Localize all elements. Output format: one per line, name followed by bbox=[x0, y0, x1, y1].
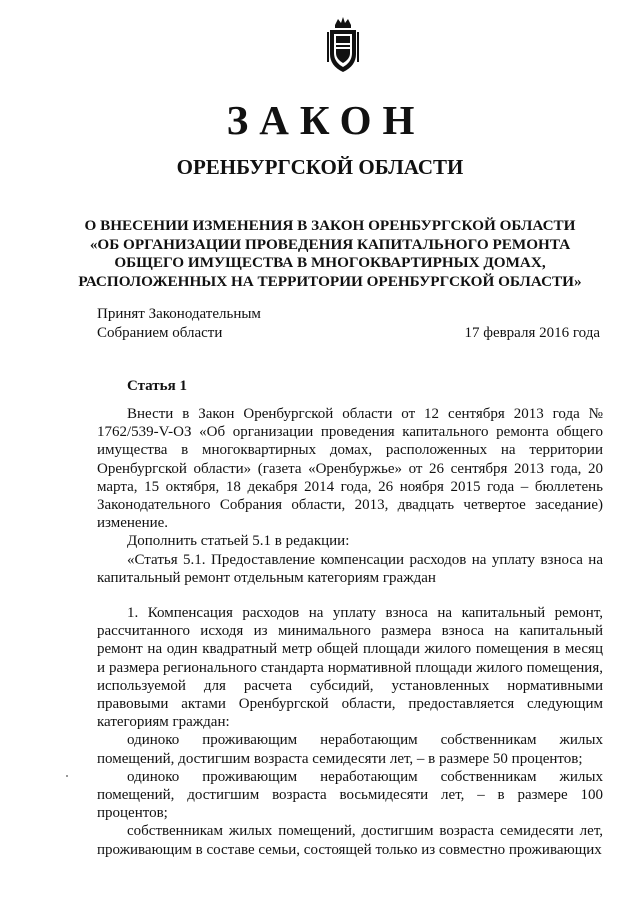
new-article-title: «Статья 5.1. Предоставление компенсации расходов на уплату взноса на капитальный ремонт отдельным категориям граждан bbox=[97, 551, 603, 586]
region-name: ОРЕНБУРГСКОЙ ОБЛАСТИ bbox=[176, 155, 464, 179]
subject-line: О ВНЕСЕНИИ ИЗМЕНЕНИЯ В ЗАКОН ОРЕНБУРГСКОЙ ОБЛАСТИ bbox=[84, 217, 576, 234]
adoption-date: 17 февраля 2016 года bbox=[464, 325, 600, 341]
subject-line: РАСПОЛОЖЕННЫХ НА ТЕРРИТОРИИ ОРЕНБУРГСКОЙ ОБЛАСТИ» bbox=[78, 272, 582, 290]
point-1: 1. Компенсация расходов на уплату взноса на капитальный ремонт, рассчитанного исходя из минимального размера взноса на капитальный ремонт на один квадратный метр общей площади жилого помещения в месяц и размера регионального стандарта нормативной площади жилого помещения, используемой для расчета субсидий, установленных нормативными правовыми актами Оренбургской области, предоставляется следующим категориям граждан: bbox=[97, 605, 603, 731]
law-subject bbox=[60, 217, 600, 291]
category-3: собственникам жилых помещений, достигшим возраста семидесяти лет, проживающим в составе семьи, состоящей только из совместно проживающих bbox=[97, 823, 603, 858]
subject-line: «ОБ ОРГАНИЗАЦИИ ПРОВЕДЕНИЯ КАПИТАЛЬНОГО РЕМОНТА bbox=[89, 235, 571, 253]
category-2: одиноко проживающим неработающим собственникам жилых помещений, достигшим возраста восьмидесяти лет, – в размере 100 процентов; bbox=[97, 768, 603, 822]
subject-line: ОБЩЕГО ИМУЩЕСТВА В МНОГОКВАРТИРНЫХ ДОМАХ, bbox=[114, 254, 546, 271]
coat-of-arms-icon bbox=[326, 16, 360, 74]
scan-speck bbox=[66, 775, 68, 777]
category-1: одиноко проживающим неработающим собственникам жилых помещений, достигшим возраста семидесяти лет, – в размере 50 процентов; bbox=[97, 732, 603, 767]
adoption-line-2: Собранием области bbox=[97, 325, 223, 341]
article-intro: Внести в Закон Оренбургской области от 12 сентября 2013 года № 1762/539-V-ОЗ «Об организации проведения капитального ремонта общего имущества в многоквартирных домах, расположенных на территории Оренбургской области» (газета «Оренбуржье» от 26 сентября 2013 года, 20 марта, 15 октября, 18 декабря 2014 года, 26 ноября 2015 года – бюллетень Законодательного Собрания области, 2013, двадцать четвертое заседание) изменение. bbox=[97, 406, 603, 532]
article-heading: Статья 1 bbox=[127, 378, 187, 394]
adoption-line-1: Принят Законодательным bbox=[97, 306, 261, 322]
supplement-line: Дополнить статьей 5.1 в редакции: bbox=[127, 533, 350, 550]
law-title: ЗАКОН bbox=[226, 97, 426, 143]
article-body bbox=[97, 405, 603, 859]
adoption-note bbox=[97, 305, 261, 343]
